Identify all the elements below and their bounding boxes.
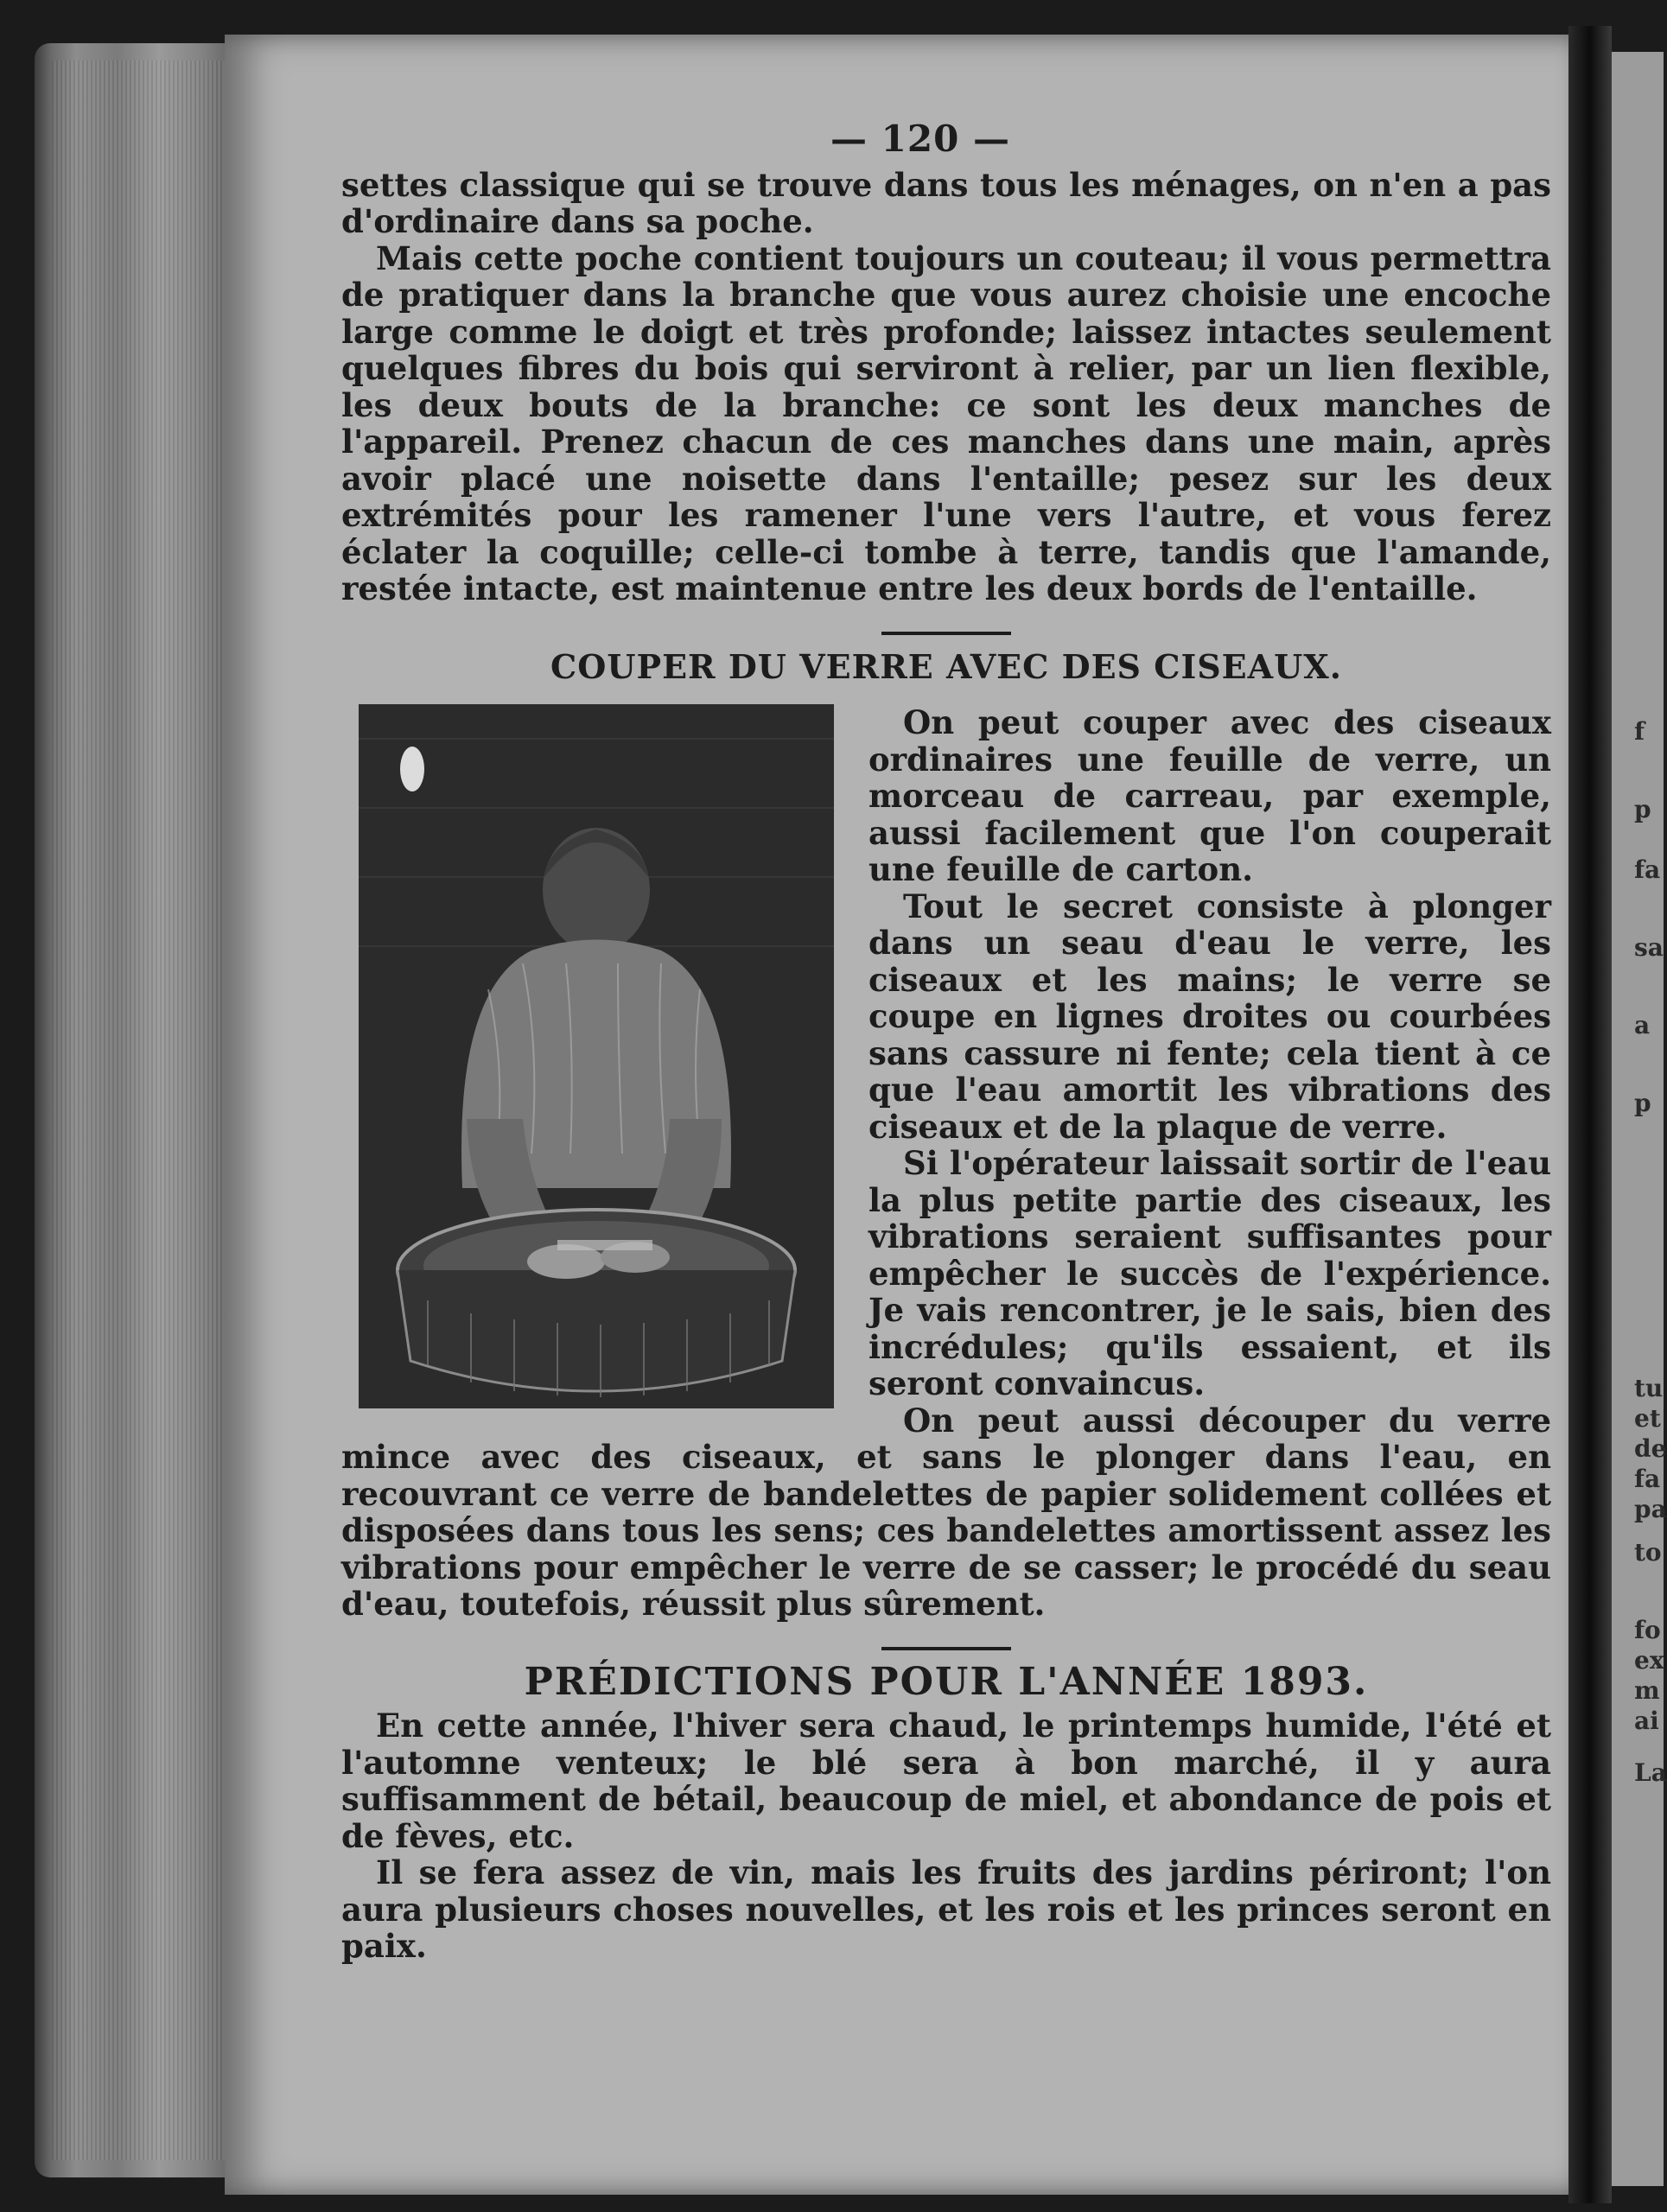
adjacent-letter: et	[1634, 1404, 1661, 1433]
adjacent-letter: sa	[1634, 933, 1664, 962]
section-title-glass: COUPER DU VERRE AVEC DES CISEAUX.	[550, 646, 1342, 686]
engraving-woman-cutting-glass	[359, 704, 834, 1408]
adjacent-letter: fa	[1634, 855, 1661, 884]
predictions-paragraph-1: En cette année, l'hiver sera chaud, le printemps humide, l'été et l'automne venteux; le blé sera à bon marché, il y aura suffisamment de bétail, beaucoup de miel, et abondance de pois et de fèves, etc.	[341, 1707, 1551, 1855]
adjacent-letter: pa	[1634, 1495, 1667, 1523]
adjacent-letter: a	[1634, 1011, 1651, 1039]
adjacent-letter: to	[1634, 1538, 1662, 1567]
book-gutter	[1568, 26, 1612, 2203]
page-content	[341, 118, 1551, 1965]
intro-paragraph-1: settes classique qui se trouve dans tous les ménages, on n'en a pas d'ordinaire dans sa poche.	[341, 165, 1551, 240]
adjacent-letter: fo	[1634, 1616, 1661, 1644]
adjacent-letter: f	[1634, 717, 1645, 746]
glass-paragraph-3: Si l'opérateur laissait sortir de l'eau la plus petite partie des ciseaux, les vibrations seraient suffisantes pour empêcher le succès de l'expérience. Je vais rencontrer, je le sais, bien des incrédules; qu'ils essaient, et ils seront convaincus.	[868, 1144, 1551, 1402]
adjacent-letter: tu	[1634, 1374, 1664, 1402]
page-edge-texture	[52, 60, 225, 2160]
adjacent-letter: p	[1634, 1089, 1651, 1117]
adjacent-letter: fa	[1634, 1465, 1661, 1493]
adjacent-letter: ai	[1634, 1707, 1659, 1735]
adjacent-letter: La	[1634, 1758, 1667, 1787]
adjacent-letter: m	[1634, 1676, 1660, 1705]
glass-paragraph-4: On peut aussi découper du verre mince avec des ciseaux, et sans le plonger dans l'eau, en recouvrant ce verre de bandelettes de papier solidement collées et disposées dans tous les sens; ces bandelettes amortissent assez les vibrations pour empêcher le verre de se casser; le procédé du seau d'eau, toutefois, réussit plus sûrement.	[341, 1401, 1551, 1623]
section-divider	[881, 632, 1011, 635]
section-title-predictions: PRÉDICTIONS POUR L'ANNÉE 1893.	[524, 1659, 1369, 1704]
intro-paragraph-2: Mais cette poche contient toujours un couteau; il vous permettra de pratiquer dans la branche que vous aurez choisie une encoche large comme le doigt et très profonde; laissez intactes seulement quelques fibres du bois qui serviront à relier, par un lien flexible, les deux bouts de la branche: ce sont les deux manches de l'appareil. Prenez chacun de ces manches dans une main, après avoir placé une noisette dans l'entaille; pesez sur les deux extrémités pour les ramener l'une vers l'autre, et vous ferez éclater la coquille; celle-ci tombe à terre, tandis que l'amande, restée intacte, est maintenue entre les deux bords de l'entaille.	[341, 238, 1551, 607]
section-divider	[881, 1647, 1011, 1650]
engraving-illustration	[359, 704, 834, 1408]
predictions-paragraph-2: Il se fera assez de vin, mais les fruits des jardins périront; l'on aura plusieurs choses nouvelles, et les rois et les princes seront en paix.	[341, 1853, 1551, 1965]
adjacent-page-strip	[1612, 52, 1667, 2186]
page-number: — 120 —	[830, 118, 1010, 160]
adjacent-letter: p	[1634, 795, 1651, 823]
adjacent-letter: de	[1634, 1434, 1667, 1463]
adjacent-letter: ex	[1634, 1646, 1664, 1675]
glass-paragraph-2: Tout le secret consiste à plonger dans un seau d'eau le verre, les ciseaux et les mains; le verre se coupe en lignes droites ou courbées sans cassure ni fente; cela tient à ce que l'eau amortit les vibrations des ciseaux et de la plaque de verre.	[868, 887, 1551, 1146]
glass-paragraph-1: On peut couper avec des ciseaux ordinaires une feuille de verre, un morceau de carreau, par exemple, aussi facilement que l'on couperait une feuille de carton.	[868, 703, 1551, 888]
